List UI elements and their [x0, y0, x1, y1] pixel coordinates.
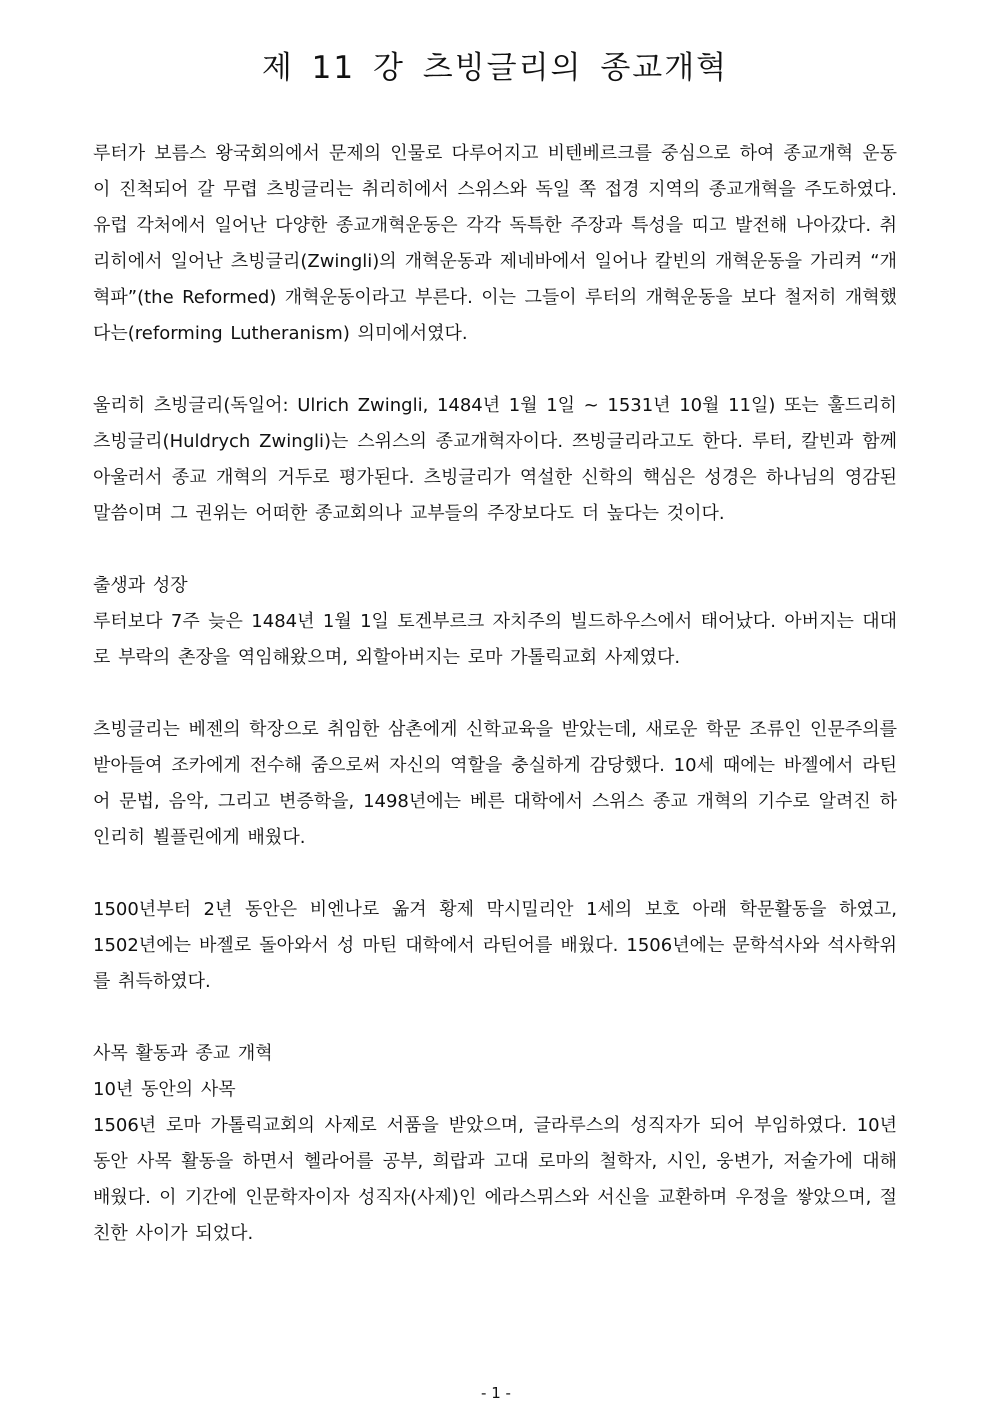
- paragraph-gap: [93, 1000, 897, 1036]
- document-title: 제 11 강 츠빙글리의 종교개혁: [261, 50, 729, 86]
- paragraph-gap: [93, 352, 897, 388]
- page-number: - 1 -: [481, 1384, 511, 1402]
- section-heading-ministry: 사목 활동과 종교 개혁: [93, 1043, 273, 1064]
- paragraph-gap: [93, 856, 897, 892]
- paragraph-education: 츠빙글리는 베젠의 학장으로 취임한 삼촌에게 신학교육을 받았는데, 새로운 학문 조류인 인문주의를 받아들여 조카에게 전수해 줌으로써 자신의 역할을 충실하게 감당했다. 10세 때에는 바젤에서 라틴어 문법, 음악, 그리고 변증학을, 1498년에는 베른 대학에서 스위스 종교 개혁의 기수로 알려진 하인리히 뵐플린에게 배웠다.: [93, 719, 897, 848]
- paragraph-zwingli-bio: 울리히 츠빙글리(독일어: Ulrich Zwingli, 1484년 1월 1일 ~ 1531년 10월 11일) 또는 훌드리히 츠빙글리(Huldrych Zwingli)는 스위스의 종교개혁자이다. 쯔빙글리라고도 한다. 루터, 칼빈과 함께 아울러서 종교 개혁의 거두로 평가된다. 츠빙글리가 역설한 신학의 핵심은 성경은 하나님의 영감된 말씀이며 그 권위는 어떠한 종교회의나 교부들의 주장보다도 더 높다는 것이다.: [93, 395, 897, 524]
- paragraph-ministry: 1506년 로마 가톨릭교회의 사제로 서품을 받았으며, 글라루스의 성직자가 되어 부임하였다. 10년 동안 사목 활동을 하면서 헬라어를 공부, 희랍과 고대 로마의 철학자, 시인, 웅변가, 저술가에 대해 배웠다. 이 기간에 인문학자이자 성직자(사제)인 에라스뮈스와 서신을 교환하며 우정을 쌓았으며, 절친한 사이가 되었다.: [93, 1115, 897, 1244]
- subsection-heading-ten-years: 10년 동안의 사목: [93, 1079, 236, 1100]
- paragraph-gap: [93, 676, 897, 712]
- paragraph-vienna: 1500년부터 2년 동안은 비엔나로 옮겨 황제 막시밀리안 1세의 보호 아래 학문활동을 하였고, 1502년에는 바젤로 돌아와서 성 마틴 대학에서 라틴어를 배웠다. 1506년에는 문학석사와 석사학위를 취득하였다.: [93, 899, 897, 992]
- paragraph-intro: 루터가 보름스 왕국회의에서 문제의 인물로 다루어지고 비텐베르크를 중심으로 하여 종교개혁 운동이 진척되어 갈 무렵 츠빙글리는 취리히에서 스위스와 독일 쪽 접경 지역의 종교개혁을 주도하였다. 유럽 각처에서 일어난 다양한 종교개혁운동은 각각 독특한 주장과 특성을 띠고 발전해 나아갔다. 취리히에서 일어난 츠빙글리(Zwingli)의 개혁운동과 제네바에서 일어나 칼빈의 개혁운동을 가리켜 “개혁파”(the Reformed) 개혁운동이라고 부른다. 이는 그들이 루터의 개혁운동을 보다 철저히 개혁했다는(reforming Lutheranism) 의미에서였다.: [93, 143, 897, 344]
- section-heading-birth: 출생과 성장: [93, 575, 188, 596]
- paragraph-birth: 루터보다 7주 늦은 1484년 1월 1일 토겐부르크 자치주의 빌드하우스에서 태어났다. 아버지는 대대로 부락의 촌장을 역임해왔으며, 외할아버지는 로마 가톨릭교회 사제였다.: [93, 611, 897, 668]
- document-body: [93, 136, 897, 1252]
- paragraph-gap: [93, 532, 897, 568]
